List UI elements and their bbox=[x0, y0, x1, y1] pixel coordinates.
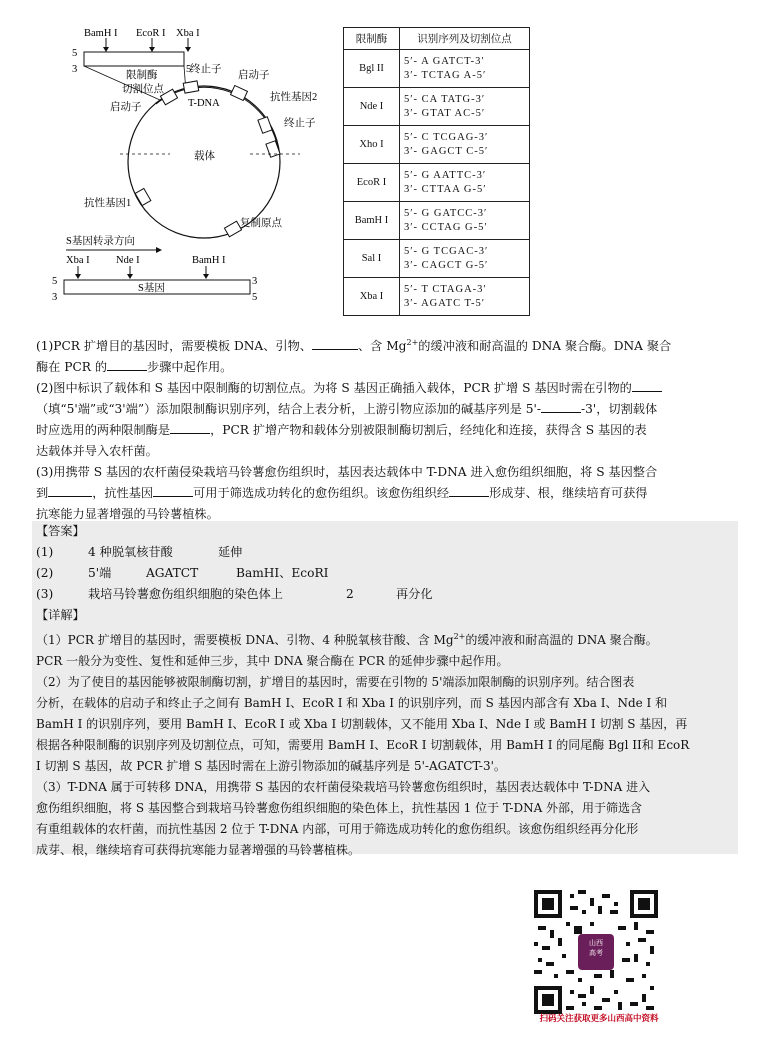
detail-line: （2）为了使目的基因能够被限制酶切割，扩增目的基因时，需要在引物的 5'端添加限制酶的识别序列。结合图表 bbox=[36, 675, 635, 689]
sequence-top: 5′- CA TATG-3′ bbox=[404, 93, 486, 105]
detail-line: 成芽、根，继续培育可获得抗寒能力显著增强的马铃薯植株。 bbox=[36, 843, 361, 857]
enzyme-name: Xba I bbox=[344, 278, 400, 316]
cut-site-label: 限制酶 bbox=[126, 70, 158, 81]
enzyme-name: BamH I bbox=[344, 202, 400, 240]
qr-caption: 扫码关注获取更多山西高中资料 bbox=[539, 1014, 659, 1024]
question-text: 、含 Mg bbox=[357, 339, 407, 354]
sequence-bottom: 3′- CAGCT G-5′ bbox=[404, 259, 489, 271]
question-text: (1)PCR 扩增目的基因时，需要模板 DNA、引物、 bbox=[36, 339, 312, 354]
detail-heading: 【详解】 bbox=[36, 608, 85, 622]
answer-value: AGATCT bbox=[146, 566, 199, 580]
question-3-line bbox=[36, 483, 736, 504]
detail-line: PCR 一般分为变性、复性和延伸三步，其中 DNA 聚合酶在 PCR 的延伸步骤中起作用。 bbox=[36, 654, 509, 668]
answer-value: 再分化 bbox=[396, 587, 433, 601]
answer-blank bbox=[449, 483, 489, 497]
three-prime-label: 3 bbox=[72, 64, 78, 75]
question-text: ，PCR 扩增产物和载体分别被限制酶切割后，经纯化和连接，获得含 S 基因的表 bbox=[210, 423, 647, 438]
answer-blank bbox=[632, 378, 662, 392]
detail-line: I 切割 S 基因，故 PCR 扩增 S 基因时需在上游引物添加的碱基序列是 5'-AGATCT-3'。 bbox=[36, 759, 506, 773]
answer-blank bbox=[170, 420, 210, 434]
enzyme-name: EcoR I bbox=[344, 164, 400, 202]
detail-block bbox=[36, 626, 738, 861]
sequence-bottom: 3′- GTAT AC-5′ bbox=[404, 107, 486, 119]
detail-line: 愈伤组织细胞，将 S 基因整合到栽培马铃薯愈伤组织细胞的染色体上，抗性基因 1 位于 T-DNA 外部，用于筛选含 bbox=[36, 801, 643, 815]
question-text: （填“5'端”或“3'端”）添加限制酶识别序列，结合上表分析，上游引物应添加的碱基序列是 5'- bbox=[36, 402, 541, 417]
answer-value: 5'端 bbox=[88, 566, 112, 580]
answer-row bbox=[36, 584, 738, 605]
question-text: 达载体并导入农杆菌。 bbox=[36, 444, 158, 459]
question-2-line bbox=[36, 441, 736, 462]
sgene-enzyme-bamhi: BamH I bbox=[192, 255, 226, 266]
superscript: 2+ bbox=[453, 632, 466, 641]
qr-center-logo bbox=[580, 938, 612, 958]
sgene-right-bottom: 5 bbox=[252, 292, 258, 303]
detail-line: （3）T-DNA 属于可转移 DNA，用携带 S 基因的农杆菌侵染栽培马铃薯愈伤组织时，基因表达载体中 T-DNA 进入 bbox=[36, 780, 651, 794]
qr-code[interactable] bbox=[534, 890, 658, 1014]
table-row bbox=[344, 50, 530, 88]
answer-number: (2) bbox=[36, 566, 54, 580]
answer-value: 延伸 bbox=[218, 545, 243, 559]
sequence-bottom: 3′- GAGCT C-5′ bbox=[404, 145, 489, 157]
table-row bbox=[344, 126, 530, 164]
cut-arrow-head bbox=[103, 47, 109, 52]
detail-text: （1）PCR 扩增目的基因时，需要模板 DNA、引物、4 种脱氧核苷酸、含 Mg bbox=[36, 633, 454, 647]
sequence-top: 5′- A GATCT-3′ bbox=[404, 55, 485, 67]
origin-label: 复制原点 bbox=[240, 218, 282, 229]
sgene-left-bottom: 3 bbox=[52, 292, 58, 303]
cut-arrow-head bbox=[203, 274, 209, 279]
cut-arrow-head bbox=[149, 47, 155, 52]
table-row bbox=[344, 88, 530, 126]
question-text: 酶在 PCR 的 bbox=[36, 360, 108, 375]
question-text: 到 bbox=[36, 486, 49, 501]
answer-value: BamHI、EcoRI bbox=[236, 566, 329, 580]
table-header-row bbox=[344, 28, 530, 50]
resistance1-box bbox=[135, 188, 151, 205]
question-1-line bbox=[36, 357, 736, 378]
qr-logo-text: 山西 bbox=[589, 939, 603, 947]
sequence-bottom: 3′- CCTAG G-5′ bbox=[404, 221, 488, 233]
question-3-line bbox=[36, 462, 736, 483]
sgene-left-top: 5 bbox=[52, 276, 58, 287]
answer-number: (1) bbox=[36, 545, 54, 559]
cut-site-segment bbox=[84, 52, 184, 66]
enzyme-name: Xho I bbox=[344, 126, 400, 164]
question-2-line bbox=[36, 378, 736, 399]
question-text: 步骤中起作用。 bbox=[147, 360, 233, 375]
answer-value: 栽培马铃薯愈伤组织细胞的染色体上 bbox=[88, 587, 283, 601]
sequence-top: 5′- T CTAGA-3′ bbox=[404, 283, 487, 295]
superscript: 2+ bbox=[406, 338, 419, 347]
answer-number: (3) bbox=[36, 587, 54, 601]
detail-text: 的缓冲液和耐高温的 DNA 聚合酶。 bbox=[465, 633, 658, 647]
question-text: 时应选用的两种限制酶是 bbox=[36, 423, 171, 438]
promoter-label: 启动子 bbox=[238, 70, 270, 81]
answer-blank bbox=[153, 483, 193, 497]
table-header-cell: 识别序列及切割位点 bbox=[400, 28, 530, 50]
five-prime-label: 5 bbox=[186, 64, 192, 75]
sequence-top: 5′- G AATTC-3′ bbox=[404, 169, 487, 181]
answer-blank bbox=[312, 336, 358, 350]
answer-row bbox=[36, 542, 738, 563]
sequence-top: 5′- G GATCC-3′ bbox=[404, 207, 488, 219]
question-block bbox=[36, 332, 736, 525]
sequence-bottom: 3′- AGATC T-5′ bbox=[404, 297, 486, 309]
cut-site-label: 切割位点 bbox=[122, 84, 164, 95]
answer-panel bbox=[32, 521, 738, 857]
sequence-top: 5′- C TCGAG-3′ bbox=[404, 131, 489, 143]
sequence-bottom: 3′- CTTAA G-5′ bbox=[404, 183, 487, 195]
answer-blank bbox=[541, 399, 581, 413]
enzyme-name: Bgl II bbox=[344, 50, 400, 88]
sgene-enzyme-xbai: Xba I bbox=[66, 255, 90, 266]
qr-logo-text: 高考 bbox=[589, 949, 603, 957]
question-2-line bbox=[36, 420, 736, 441]
answer-heading: 【答案】 bbox=[36, 524, 85, 538]
question-text: (3)用携带 S 基因的农杆菌侵染栽培马铃薯愈伤组织时，基因表达载体中 T-DNA 进入愈伤组织细胞，将 S 基因整合 bbox=[36, 465, 658, 480]
table-row bbox=[344, 164, 530, 202]
resistance2-box bbox=[258, 117, 272, 134]
terminator-label: 终止子 bbox=[284, 118, 316, 129]
table-row bbox=[344, 278, 530, 316]
detail-line bbox=[36, 626, 738, 651]
answer-blank bbox=[107, 357, 147, 371]
sgene-label: S基因 bbox=[138, 283, 165, 294]
cut-arrow-head bbox=[75, 274, 81, 279]
table-header-cell: 限制酶 bbox=[344, 28, 400, 50]
terminator-label: 终止子 bbox=[190, 64, 222, 75]
tdna-label: T-DNA bbox=[188, 98, 220, 109]
vector-diagram bbox=[52, 22, 340, 312]
answer-value: 2 bbox=[346, 587, 354, 601]
promoter-label: 启动子 bbox=[110, 102, 142, 113]
detail-line: 分析，在载体的启动子和终止子之间有 BamH I、EcoR I 和 Xba I 的识别序列，而 S 基因内部含有 Xba I、Nde I 和 bbox=[36, 696, 668, 710]
detail-line: BamH I 的识别序列，要用 BamH I、EcoR I 或 Xba I 切割载体，又不能用 Xba I、Nde I 或 BamH I 切割 S 基因，再 bbox=[36, 717, 688, 731]
sgene-enzyme-ndei: Nde I bbox=[116, 255, 140, 266]
question-2-line bbox=[36, 399, 736, 420]
direction-arrow-head bbox=[156, 247, 162, 253]
answer-row bbox=[36, 563, 738, 584]
detail-line: 有重组载体的农杆菌，而抗性基因 2 位于 T-DNA 内部，可用于筛选成功转化的愈伤组织。该愈伤组织经再分化形 bbox=[36, 822, 639, 836]
enzyme-table bbox=[343, 27, 530, 316]
sequence-bottom: 3′- TCTAG A-5′ bbox=[404, 69, 487, 81]
enzyme-label-ecori: EcoR I bbox=[136, 28, 166, 39]
question-text: 形成芽、根，继续培育可获得 bbox=[489, 486, 648, 501]
sequence-top: 5′- G TCGAC-3′ bbox=[404, 245, 489, 257]
question-text: ，抗性基因 bbox=[92, 486, 154, 501]
question-1-line bbox=[36, 332, 736, 357]
enzyme-label-xbai: Xba I bbox=[176, 28, 200, 39]
resistance2-label: 抗性基因2 bbox=[270, 92, 318, 103]
question-text: -3'，切割载体 bbox=[580, 402, 658, 417]
question-text: 的缓冲液和耐高温的 DNA 聚合酶。DNA 聚合 bbox=[418, 339, 672, 354]
question-text: (2)图中标识了载体和 S 基因中限制酶的切割位点。为将 S 基因正确插入载体，PCR 扩增 S 基因时需在引物的 bbox=[36, 381, 632, 396]
sgene-right-top: 3 bbox=[252, 276, 258, 287]
terminator-box bbox=[183, 81, 199, 93]
resistance1-label: 抗性基因1 bbox=[84, 198, 132, 209]
question-text: 可用于筛选成功转化的愈伤组织。该愈伤组织经 bbox=[193, 486, 450, 501]
detail-line: 根据各种限制酶的识别序列及切割位点，可知，需要用 BamH I、EcoR I 切割载体，用 BamH I 的同尾酶 Bgl II和 EcoR bbox=[36, 738, 690, 752]
enzyme-label-bamhi: BamH I bbox=[84, 28, 118, 39]
answer-value: 4 种脱氧核苷酸 bbox=[88, 545, 173, 559]
cut-arrow-head bbox=[185, 47, 191, 52]
answer-blank bbox=[48, 483, 92, 497]
table-row bbox=[344, 240, 530, 278]
transcription-direction-label: S基因转录方向 bbox=[66, 236, 135, 247]
vector-label: 载体 bbox=[194, 151, 215, 162]
enzyme-name: Sal I bbox=[344, 240, 400, 278]
five-prime-label: 5 bbox=[72, 48, 78, 59]
table-row bbox=[344, 202, 530, 240]
enzyme-name: Nde I bbox=[344, 88, 400, 126]
cut-arrow-head bbox=[127, 274, 133, 279]
question-text: 抗寒能力显著增强的马铃薯植株。 bbox=[36, 507, 219, 522]
